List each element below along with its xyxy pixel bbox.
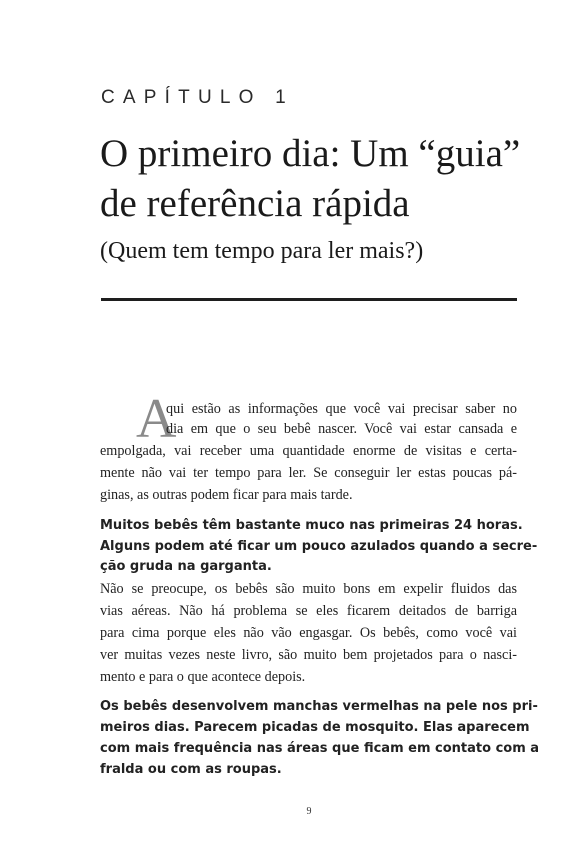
- section2-heading-line-1: Os bebês desenvolvem manchas vermelhas na pele nos pri-: [100, 699, 538, 714]
- chapter-subtitle: (Quem tem tempo para ler mais?): [100, 238, 424, 264]
- section2-heading-line-3: com mais frequência nas áreas que ficam em contato com a: [100, 741, 540, 756]
- section1-body-line-1: Não se preocupe, os bebês são muito bons em expelir fluidos das: [100, 581, 517, 597]
- drop-cap: A: [136, 388, 177, 450]
- page-number: 9: [306, 806, 312, 817]
- chapter-title-line-1: O primeiro dia: Um “guia”: [100, 132, 521, 175]
- section2-heading-line-2: meiros dias. Parecem picadas de mosquito. Elas aparecem: [100, 720, 530, 735]
- intro-line-4: mente não vai ter tempo para ler. Se conseguir ler estas poucas pá-: [100, 465, 517, 481]
- intro-line-2: dia em que o seu bebê nascer. Você vai estar cansada e: [166, 421, 517, 437]
- intro-line-1: qui estão as informações que você vai precisar saber no: [166, 401, 517, 417]
- intro-line-3: empolgada, vai receber uma quantidade enorme de visitas e certa-: [100, 443, 517, 459]
- chapter-title: [100, 129, 540, 229]
- section1-body-line-3: para cima porque eles não vão engasgar. Os bebês, como você vai: [100, 625, 517, 641]
- section1-body-line-5: mento e para o que acontece depois.: [100, 669, 306, 685]
- chapter-label: CAPÍTULO 1: [101, 87, 294, 108]
- intro-line-5: ginas, as outras podem ficar para mais tarde.: [100, 487, 353, 503]
- chapter-title-line-2: de referência rápida: [100, 182, 410, 225]
- section1-heading-line-3: ção gruda na garganta.: [100, 559, 272, 574]
- title-divider: [101, 298, 517, 301]
- section2-heading-line-4: fralda ou com as roupas.: [100, 762, 282, 777]
- section1-heading-line-1: Muitos bebês têm bastante muco nas primeiras 24 horas.: [100, 518, 523, 533]
- section1-body-line-4: ver muitas vezes neste livro, são muito bem projetados para o nasci-: [100, 647, 517, 663]
- section1-body-line-2: vias aéreas. Não há problema se eles ficarem deitados de barriga: [100, 603, 517, 619]
- section1-heading-line-2: Alguns podem até ficar um pouco azulados quando a secre-: [100, 539, 538, 554]
